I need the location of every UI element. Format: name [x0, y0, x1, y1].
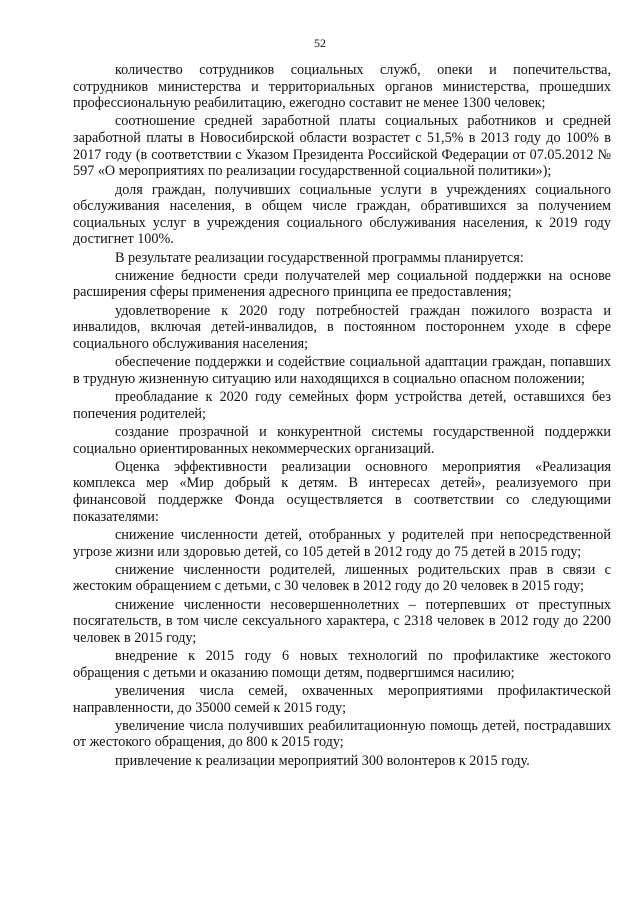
paragraph: удовлетворение к 2020 году потребностей граждан пожилого возраста и инвалидов, включая детей-инвалидов, в постоянном постороннем уходе в сфере социального обслуживания населения; [73, 302, 611, 352]
paragraph: снижение численности несовершеннолетних – потерпевших от преступных посягательств, в том числе сексуального характера, с 2318 человек в 2012 году до 2200 человек в 2015 году; [73, 596, 611, 646]
paragraph: снижение бедности среди получателей мер социальной поддержки на основе расширения сферы применения адресного принципа ее предоставления; [73, 267, 611, 301]
paragraph: привлечение к реализации мероприятий 300 волонтеров к 2015 году. [115, 752, 530, 769]
paragraph: Оценка эффективности реализации основного мероприятия «Реализация комплекса мер «Мир добрый к детям. В интересах детей», реализуемого при финансовой поддержке Фонда осуществляется в соответствии со следующими показателями: [73, 458, 611, 525]
paragraph: обеспечение поддержки и содействие социальной адаптации граждан, попавших в трудную жизненную ситуацию или находящихся в социально опасном положении; [73, 354, 611, 387]
body-text [73, 62, 611, 771]
paragraph: снижение численности детей, отобранных у родителей при непосредственной угрозе жизни или здоровью детей, со 105 детей в 2012 году до 75 детей в 2015 году; [73, 526, 611, 560]
page-number: 52 [314, 36, 326, 50]
paragraph: доля граждан, получивших социальные услуги в учреждениях социального обслуживания населения, в общем числе граждан, обратившихся за получением социальных услуг в учреждения социального обслуживания населения, к 2019 году достигнет 100%. [73, 181, 611, 248]
paragraph: увеличения числа семей, охваченных мероприятиями профилактической направленности, до 35000 семей к 2015 году; [73, 683, 611, 716]
paragraph: увеличение числа получивших реабилитационную помощь детей, пострадавших от жестокого обращения, до 800 к 2015 году; [73, 717, 611, 751]
paragraph: снижение численности родителей, лишенных родительских прав в связи с жестоким обращением с детьми, с 30 человек в 2012 году до 20 человек в 2015 году; [73, 561, 611, 595]
paragraph: В результате реализации государственной программы планируется: [115, 249, 524, 266]
paragraph: внедрение к 2015 году 6 новых технологий по профилактике жестокого обращения с детьми и оказанию помощи детям, подвергшимся насилию; [73, 648, 611, 681]
paragraph: соотношение средней заработной платы социальных работников и средней заработной платы в Новосибирской области возрастет с 51,5% в 2013 году до 100% в 2017 году (в соответствии с Указом Президента Российской Федерации от 07.05.2012 № 597 «О мероприятиях по реализации государственной социальной политики»); [73, 113, 611, 180]
paragraph: создание прозрачной и конкурентной системы государственной поддержки социально ориентированных некоммерческих организаций. [73, 423, 611, 457]
paragraph: количество сотрудников социальных служб, опеки и попечительства, сотрудников министерства и территориальных органов министерства, прошедших профессиональную реабилитацию, ежегодно составит не менее 1300 человек; [73, 62, 611, 112]
paragraph: преобладание к 2020 году семейных форм устройства детей, оставшихся без попечения родителей; [73, 389, 611, 422]
